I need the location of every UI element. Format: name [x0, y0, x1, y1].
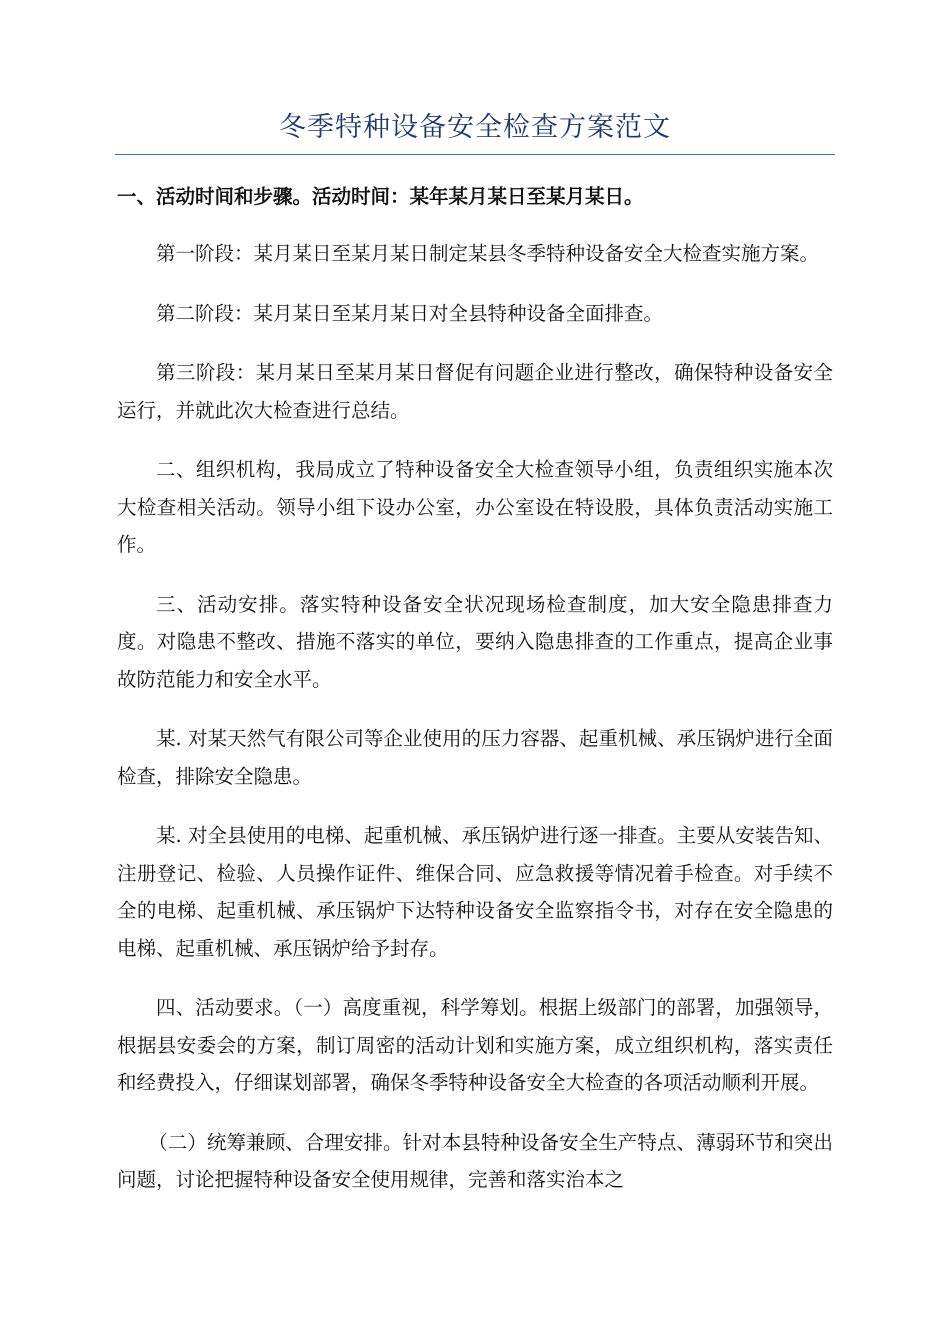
paragraph-organization: 二、组织机构，我局成立了特种设备安全大检查领导小组，负责组织实施本次大检查相关活动。领导小组下设办公室，办公室设在特设股，具体负责活动实施工作。 — [117, 458, 833, 556]
paragraph-requirements: 四、活动要求。（一）高度重视，科学筹划。根据上级部门的部署，加强领导，根据县安委会的方案，制订周密的活动计划和实施方案，成立组织机构，落实责任和经费投入，仔细谋划部署，确保冬季特种设备安全大检查的各项活动顺利开展。 — [117, 996, 833, 1094]
paragraph-elevator-check: 某. 对全县使用的电梯、起重机械、承压锅炉进行逐一排查。主要从安装告知、注册登记、检验、人员操作证件、维保合同、应急救援等情况着手检查。对手续不全的电梯、起重机械、承压锅炉下达特种设备安全监察指令书，对存在安全隐患的电梯、起重机械、承压锅炉给予封存。 — [117, 824, 833, 960]
title-underline — [115, 154, 835, 155]
paragraph-stage-one: 第一阶段：某月某日至某月某日制定某县冬季特种设备安全大检查实施方案。 — [156, 242, 820, 265]
paragraph-stage-three: 第三阶段：某月某日至某月某日督促有问题企业进行整改，确保特种设备安全运行，并就此次大检查进行总结。 — [117, 361, 833, 422]
paragraph-stage-two: 第二阶段：某月某日至某月某日对全县特种设备全面排查。 — [156, 301, 664, 325]
document-title: 冬季特种设备安全检查方案范文 — [279, 112, 671, 143]
section-heading-schedule: 一、活动时间和步骤。活动时间：某年某月某日至某月某日。 — [117, 185, 644, 208]
paragraph-arrangement: 三、活动安排。落实特种设备安全状况现场检查制度，加大安全隐患排查力度。对隐患不整改、措施不落实的单位，要纳入隐患排查的工作重点，提高企业事故防范能力和安全水平。 — [117, 592, 833, 691]
paragraph-gas-company-check: 某. 对某天然气有限公司等企业使用的压力容器、起重机械、承压锅炉进行全面检查，排除安全隐患。 — [117, 727, 833, 788]
paragraph-coordination: （二）统筹兼顾、合理安排。针对本县特种设备安全生产特点、薄弱环节和突出问题，讨论把握特种设备安全使用规律，完善和落实治本之 — [117, 1130, 833, 1191]
